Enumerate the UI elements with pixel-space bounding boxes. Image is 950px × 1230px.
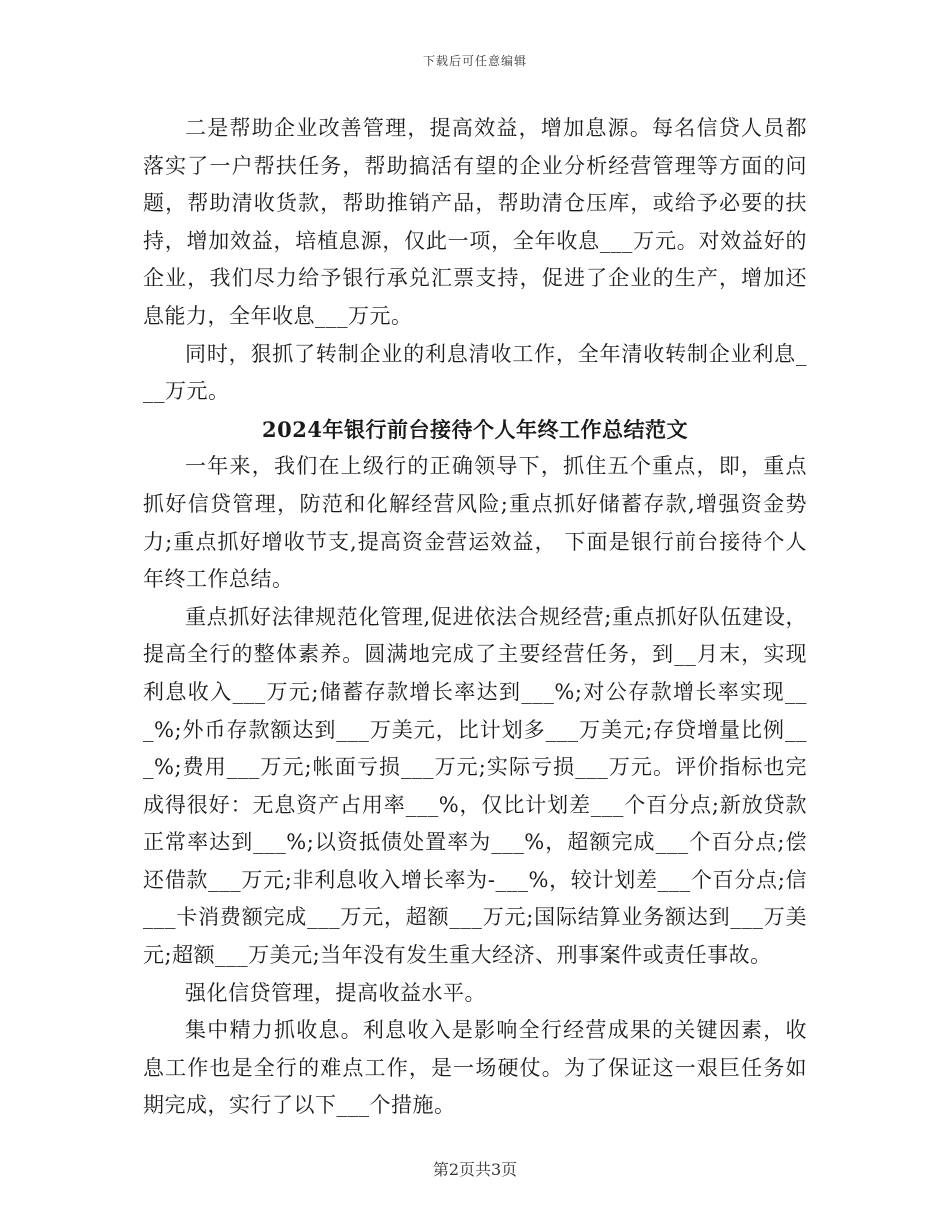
paragraph-income-support: 二是帮助企业改善管理，提高效益，增加息源。每名信贷人员都落实了一户帮扶任务，帮助搞活有望的企业分析经营管理等方面的问题，帮助清收货款，帮助推销产品，帮助清仓压库，或给予必要的扶持，增加效益，培植息源，仅此一项，全年收息___万元。对效益好的企业，我们尽力给予银行承兑汇票支持，促进了企业的生产，增加还息能力，全年收息___万元。 bbox=[143, 116, 807, 328]
document-body bbox=[143, 110, 807, 1125]
page-number: 第2页共3页 bbox=[432, 1160, 518, 1179]
paragraph-restructured-interest: 同时，狠抓了转制企业的利息清收工作，全年清收转制企业利息___万元。 bbox=[143, 341, 807, 404]
paragraph-credit-management: 强化信贷管理，提高收益水平。 bbox=[185, 980, 486, 1005]
page-header: 下载后可任意编辑 bbox=[422, 54, 527, 68]
paragraph-results: 重点抓好法律规范化管理,促进依法合规经营;重点抓好队伍建设，提高全行的整体素养。圆满地完成了主要经营任务，到__月末，实现利息收入___万元;储蓄存款增长率达到___%;对公存款增长率实现___%;外币存款额达到___万美元，比计划多___万美元;存贷增量比例___%;费用___万元;帐面亏损___万元;实际亏损___万元。评价指标也完成得很好：无息资产占用率___%，仅比计划差___个百分点;新放贷款正常率达到___%;以资抵债处置率为___%，超额完成___个百分点;偿还借款___万元;非利息收入增长率为-___%，较计划差___个百分点;信___卡消费额完成___万元，超额___万元;国际结算业务额达到___万美元;超额___万美元;当年没有发生重大经济、刑事案件或责任事故。 bbox=[143, 604, 807, 968]
paragraph-intro: 一年来，我们在上级行的正确领导下，抓住五个重点，即，重点抓好信贷管理，防范和化解经营风险;重点抓好储蓄存款,增强资金势力;重点抓好增收节支,提高资金营运效益， 下面是银行前台接待个人年终工作总结。 bbox=[143, 454, 807, 592]
paragraph-interest-collection: 集中精力抓收息。利息收入是影响全行经营成果的关键因素，收息工作也是全行的难点工作，是一场硬仗。为了保证这一艰巨任务如期完成，实行了以下___个措施。 bbox=[143, 1018, 807, 1118]
document-title: 2024年银行前台接待个人年终工作总结范文 bbox=[262, 416, 688, 442]
